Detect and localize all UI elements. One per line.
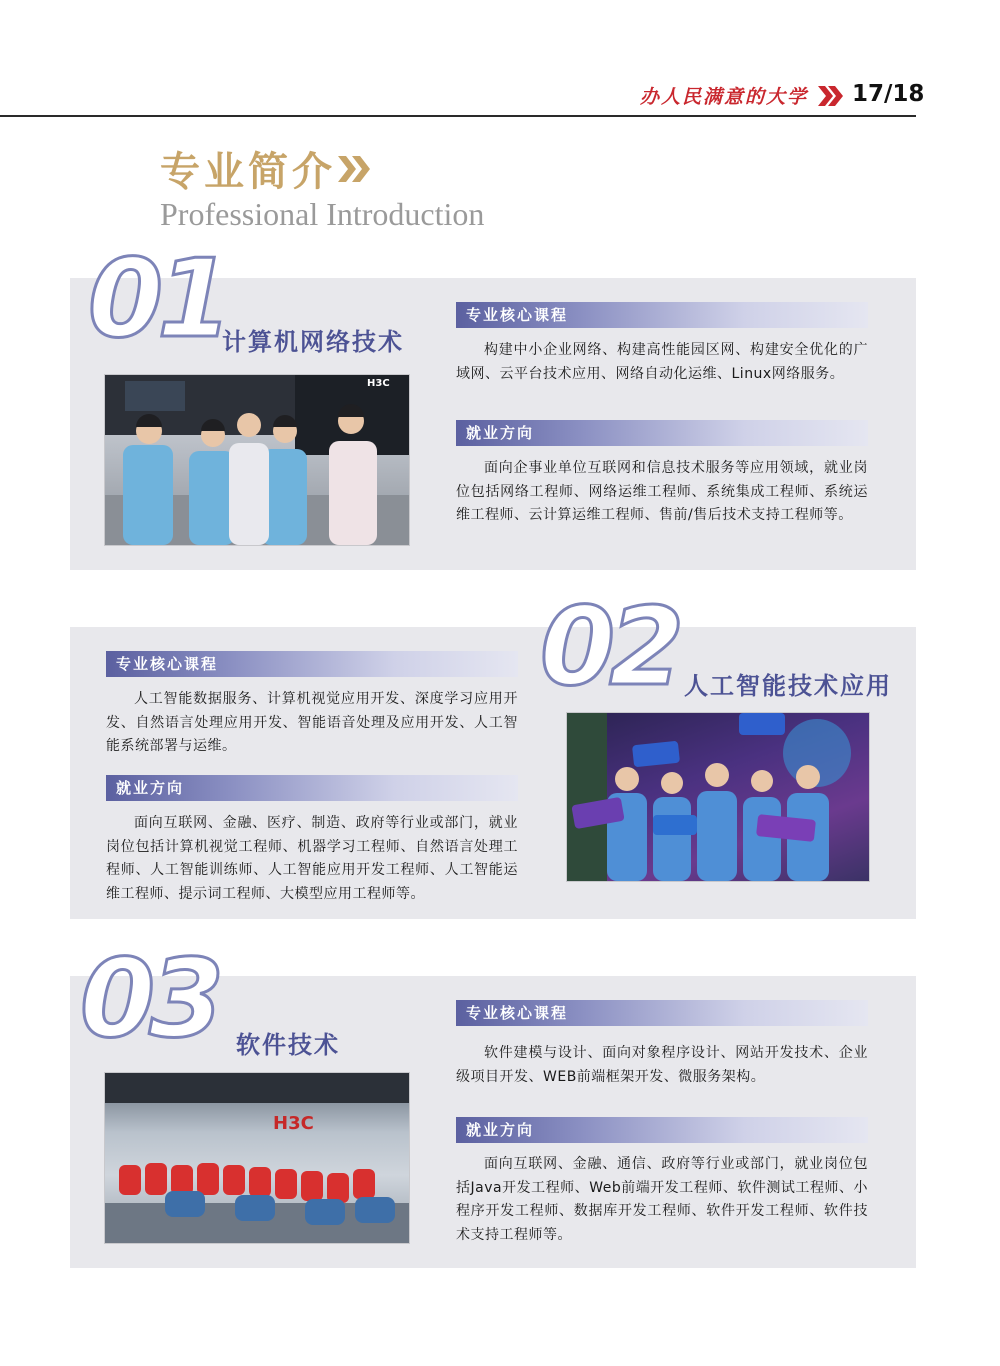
header-slogan: 办人民满意的大学 — [640, 86, 809, 108]
section-subtitle: Professional Introduction — [160, 196, 485, 232]
major-name: 软件技术 — [236, 1031, 340, 1059]
double-chevron-icon — [818, 84, 844, 108]
major-number: 01 — [88, 237, 227, 362]
photo-illustration — [567, 713, 869, 881]
career-label: 就业方向 — [456, 1117, 868, 1143]
photo-sign-text: H3C — [367, 378, 390, 389]
photo-sign-text: H3C — [273, 1113, 314, 1134]
major-photo — [566, 712, 870, 882]
major-photo — [104, 374, 410, 546]
major-photo — [104, 1072, 410, 1244]
page-number: 17/18 — [852, 81, 925, 107]
double-chevron-icon — [338, 152, 374, 186]
career-label: 就业方向 — [106, 775, 518, 801]
photo-illustration — [105, 1073, 409, 1243]
photo-illustration — [105, 375, 409, 545]
major-number: 03 — [80, 937, 219, 1062]
header-divider — [0, 115, 916, 117]
career-text: 面向企事业单位互联网和信息技术服务等应用领域，就业岗位包括网络工程师、网络运维工程师、系统集成工程师、系统运维工程师、云计算运维工程师、售前/售后技术支持工程师等。 — [456, 460, 868, 523]
core-courses-text: 构建中小企业网络、构建高性能园区网、构建安全优化的广域网、云平台技术应用、网络自动化运维、Linux网络服务。 — [456, 342, 868, 382]
core-courses-label: 专业核心课程 — [456, 1000, 868, 1026]
core-courses-text: 人工智能数据服务、计算机视觉应用开发、深度学习应用开发、自然语言处理应用开发、智能语音处理及应用开发、人工智能系统部署与运维。 — [106, 691, 518, 754]
core-courses-label: 专业核心课程 — [106, 651, 518, 677]
career-text: 面向互联网、金融、医疗、制造、政府等行业或部门，就业岗位包括计算机视觉工程师、机器学习工程师、自然语言处理工程师、人工智能训练师、人工智能应用开发工程师、人工智能运维工程师、提示词工程师、大模型应用工程师等。 — [106, 815, 518, 902]
major-number: 02 — [540, 585, 679, 710]
major-name: 人工智能技术应用 — [684, 672, 892, 700]
section-title: 专业简介 — [160, 148, 336, 195]
career-label: 就业方向 — [456, 420, 868, 446]
major-name: 计算机网络技术 — [222, 328, 404, 356]
core-courses-label: 专业核心课程 — [456, 302, 868, 328]
career-text: 面向互联网、金融、通信、政府等行业或部门，就业岗位包括Java开发工程师、Web前端开发工程师、软件测试工程师、小程序开发工程师、数据库开发工程师、软件开发工程师、软件技术支持工程师等。 — [456, 1156, 868, 1243]
core-courses-text: 软件建模与设计、面向对象程序设计、网站开发技术、企业级项目开发、WEB前端框架开发、微服务架构。 — [456, 1045, 868, 1085]
